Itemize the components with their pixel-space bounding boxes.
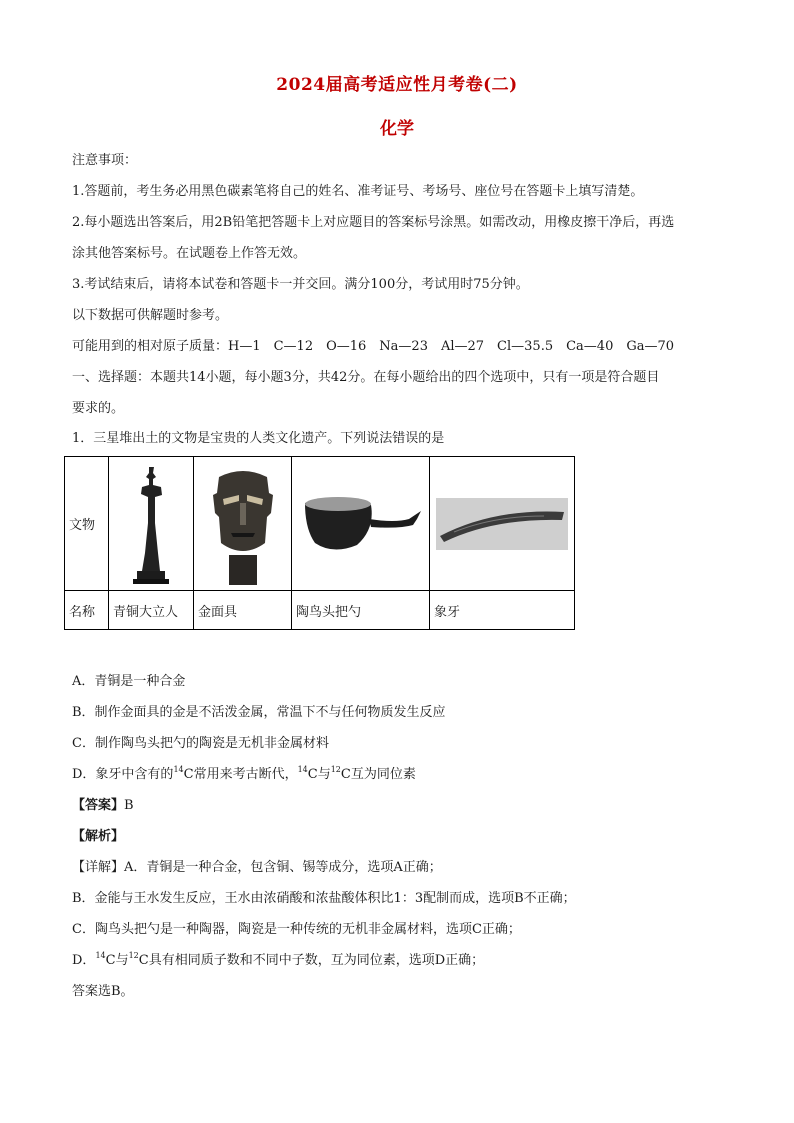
relic-image-cell (194, 457, 292, 591)
reference-line: 以下数据可供解题时参考。 (72, 308, 229, 323)
relic-name: 金面具 (194, 591, 292, 630)
relic-name: 陶鸟头把勺 (292, 591, 430, 630)
conclusion: 答案选B。 (72, 984, 134, 999)
elephant-tusk-icon (434, 494, 570, 554)
section-heading: 一、选择题：本题共14小题，每小题3分，共42分。在每小题给出的四个选项中，只有一项是符合题目 (72, 370, 660, 385)
pottery-bird-head-ladle-icon (299, 489, 423, 559)
detail-a: 【详解】A．青铜是一种合金，包含铜、锡等成分，选项A正确； (72, 860, 442, 875)
notice-item-2: 2.每小题选出答案后，用2B铅笔把答题卡上对应题目的答案标号涂黑。如需改动，用橡皮擦干净后，再选 (72, 215, 675, 230)
exam-title: 2024届高考适应性月考卷(二) (276, 75, 518, 95)
notice-item-2-cont: 涂其他答案标号。在试题卷上作答无效。 (72, 246, 307, 261)
option-a: A．青铜是一种合金 (72, 674, 186, 689)
option-c: C．制作陶鸟头把勺的陶瓷是无机非金属材料 (72, 736, 329, 751)
answer-label: 【答案】 (72, 798, 125, 813)
notice-item-3: 3.考试结束后，请将本试卷和答题卡一并交回。满分100分，考试用时75分钟。 (72, 277, 529, 292)
isotope-mass: 12 (330, 765, 341, 774)
detail-d: D．$^{14}$C与$^{12}$C具有相同质子数和不同中子数，互为同位素，选项D正确； (72, 951, 485, 968)
isotope-mass: 12 (128, 951, 139, 960)
notice-item-1: 1.答题前，考生务必用黑色碳素笔将自己的姓名、准考证号、考场号、座位号在答题卡上填写清楚。 (72, 184, 644, 199)
answer-line (72, 797, 134, 815)
section-heading-cont: 要求的。 (72, 401, 125, 416)
option-b: B．制作金面具的金是不活泼金属，常温下不与任何物质发生反应 (72, 705, 446, 720)
detail-c: C．陶鸟头把勺是一种陶器，陶瓷是一种传统的无机非金属材料，选项C正确； (72, 922, 521, 937)
answer-value: B (124, 798, 134, 813)
isotope-mass: 14 (297, 765, 308, 774)
relic-name: 青铜大立人 (109, 591, 194, 630)
subject-title: 化学 (380, 119, 414, 139)
relic-name: 象牙 (430, 591, 575, 630)
row-header-name: 名称 (65, 591, 109, 630)
option-d: D．象牙中含有的$^{14}$C常用来考古断代，$^{14}$C与$^{12}$C互为同位素 (72, 765, 416, 782)
relic-image-cell (430, 457, 575, 591)
gold-mask-icon (211, 463, 275, 585)
analysis-label: 【解析】 (72, 829, 125, 844)
question-1-stem: 1．三星堆出土的文物是宝贵的人类文化遗产。下列说法错误的是 (72, 431, 445, 446)
row-header-relic: 文物 (65, 457, 109, 591)
detail-b: B．金能与王水发生反应，王水由浓硝酸和浓盐酸体积比1：3配制而成，选项B不正确； (72, 891, 576, 906)
notice-heading: 注意事项： (72, 153, 138, 168)
relics-table (64, 456, 575, 630)
isotope-mass: 14 (173, 765, 184, 774)
atomic-masses: 可能用到的相对原子质量：H—1 C—12 O—16 Na—23 Al—27 Cl—35.5 Ca—40 Ga—70 (72, 339, 675, 354)
isotope-mass: 14 (95, 951, 106, 960)
relic-image-cell (109, 457, 194, 591)
relic-image-cell (292, 457, 430, 591)
bronze-standing-figure-icon (131, 463, 171, 585)
